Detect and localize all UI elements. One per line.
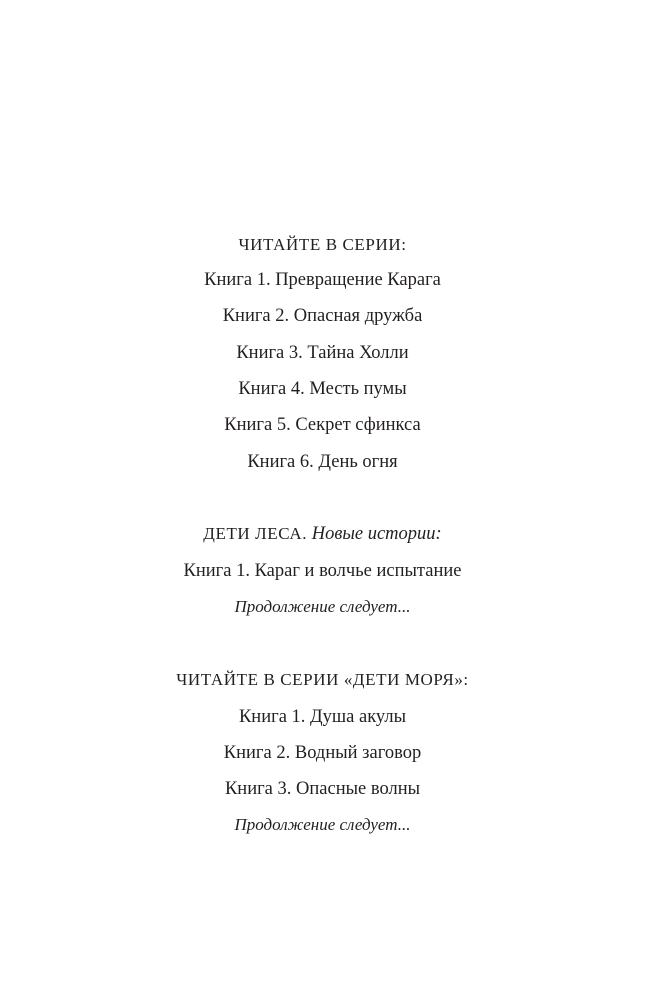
new-stories-book-1: Книга 1. Караг и волчье испытание	[183, 561, 462, 581]
book-title-5: Книга 5. Секрет сфинкса	[224, 415, 421, 435]
sea-book-title-1: Книга 1. Душа акулы	[238, 707, 407, 727]
continued-note-2: Продолжение следует...	[234, 815, 411, 834]
book-title-6: Книга 6. День огня	[247, 452, 398, 472]
series-heading: ЧИТАЙТЕ В СЕРИИ:	[238, 235, 407, 254]
new-stories-heading-caps: ДЕТИ ЛЕСА.	[203, 524, 308, 543]
new-stories-heading	[0, 522, 645, 546]
book-title-1: Книга 1. Превращение Карага	[204, 270, 441, 290]
book-title-4: Книга 4. Месть пумы	[238, 379, 407, 399]
book-title-3: Книга 3. Тайна Холли	[236, 343, 409, 363]
sea-book-title-3: Книга 3. Опасные волны	[224, 779, 421, 799]
sea-book-title-2: Книга 2. Водный заговор	[223, 743, 422, 763]
book-title-2: Книга 2. Опасная дружба	[222, 306, 423, 326]
new-stories-heading-italic: Новые истории:	[311, 524, 442, 544]
sea-series-heading: ЧИТАЙТЕ В СЕРИИ «ДЕТИ МОРЯ»:	[176, 670, 469, 689]
continued-note-1: Продолжение следует...	[234, 597, 411, 616]
